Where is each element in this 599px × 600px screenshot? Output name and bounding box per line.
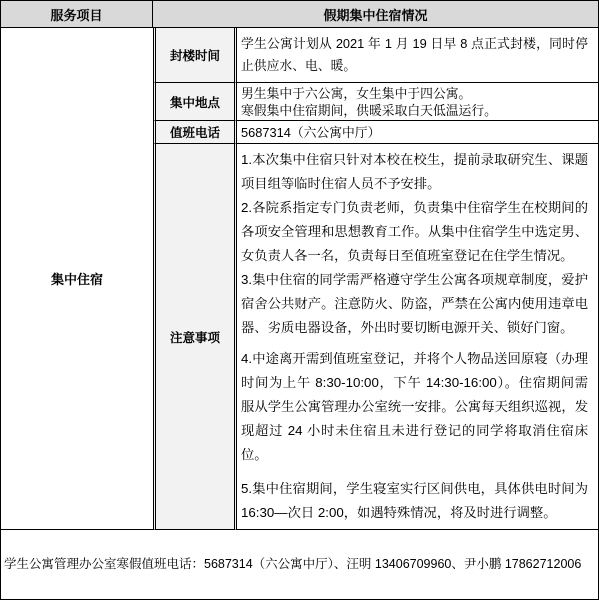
notes-list: [241, 148, 588, 525]
closing-time-label: 封楼时间: [169, 49, 220, 63]
header-info-column: [153, 1, 599, 28]
header-info-label: 假期集中住宿情况: [323, 7, 428, 23]
closing-time-label-cell: [153, 28, 237, 83]
header-service-label: 服务项目: [50, 7, 103, 23]
closing-time-cell: [237, 28, 599, 83]
service-name: 集中住宿: [50, 272, 103, 287]
location-line-dorms: 男生集中于六公寓，女生集中于四公寓。: [241, 85, 472, 101]
note-item: 1.本次集中住宿只针对本校在校生，提前录取研究生、课题项目组等临时住宿人员不予安排。: [241, 152, 588, 191]
header-service-column: [1, 1, 153, 28]
note-item: 3.集中住宿的同学需严格遵守学生公寓各项规章制度，爱护宿舍公共财产。注意防火、防盗，严禁在公寓内使用违章电器、劣质电器设备，外出时要切断电源开关、锁好门窗。: [241, 272, 588, 335]
note-item: 2.各院系指定专门负责老师，负责集中住宿学生在校期间的各项安全管理和思想教育工作。从集中住宿学生中选定男、女负责人各一名，负责每日至值班室登记在住学生情况。: [241, 200, 588, 263]
location-label-cell: [153, 83, 237, 121]
notes-label-cell: [153, 144, 237, 530]
duty-phone-label-cell: [153, 121, 237, 144]
service-name-cell: [1, 28, 153, 530]
duty-phone-label: 值班电话: [169, 126, 220, 140]
notes-cell: [237, 144, 599, 530]
footer-contact-cell: [1, 530, 599, 600]
closing-time-text: 学生公寓计划从 2021 年 1 月 19 日早 8 点正式封楼，同时停止供应水、电、暖。: [241, 36, 588, 73]
duty-phone-cell: [237, 121, 599, 144]
location-text: [241, 85, 588, 119]
duty-phone-text: 5687314（六公寓中厅）: [241, 124, 381, 140]
location-label: 集中地点: [169, 95, 220, 110]
notes-label: 注意事项: [169, 330, 220, 345]
footer-contact-text: 学生公寓管理办公室寒假值班电话：5687314（六公寓中厅）、汪明 13406709960、尹小鹏 17862712006: [4, 557, 582, 571]
location-line-heating: 寒假集中住宿期间，供暖采取白天低温运行。: [241, 102, 497, 118]
location-cell: [237, 83, 599, 121]
note-item: 4.中途离开需到值班室登记，并将个人物品送回原寝（办理时间为上午 8:30-10:00，下午 14:30-16:00）。住宿期间需服从学生公寓管理办公室统一安排。公寓每天组织巡视，发现超过 24 小时未住宿且未进行登记的同学将取消住宿床位。: [241, 351, 588, 462]
note-item: 5.集中住宿期间，学生寝室实行区间供电，具体供电时间为16:30—次日 2:00，如遇特殊情况，将及时进行调整。: [241, 481, 588, 520]
